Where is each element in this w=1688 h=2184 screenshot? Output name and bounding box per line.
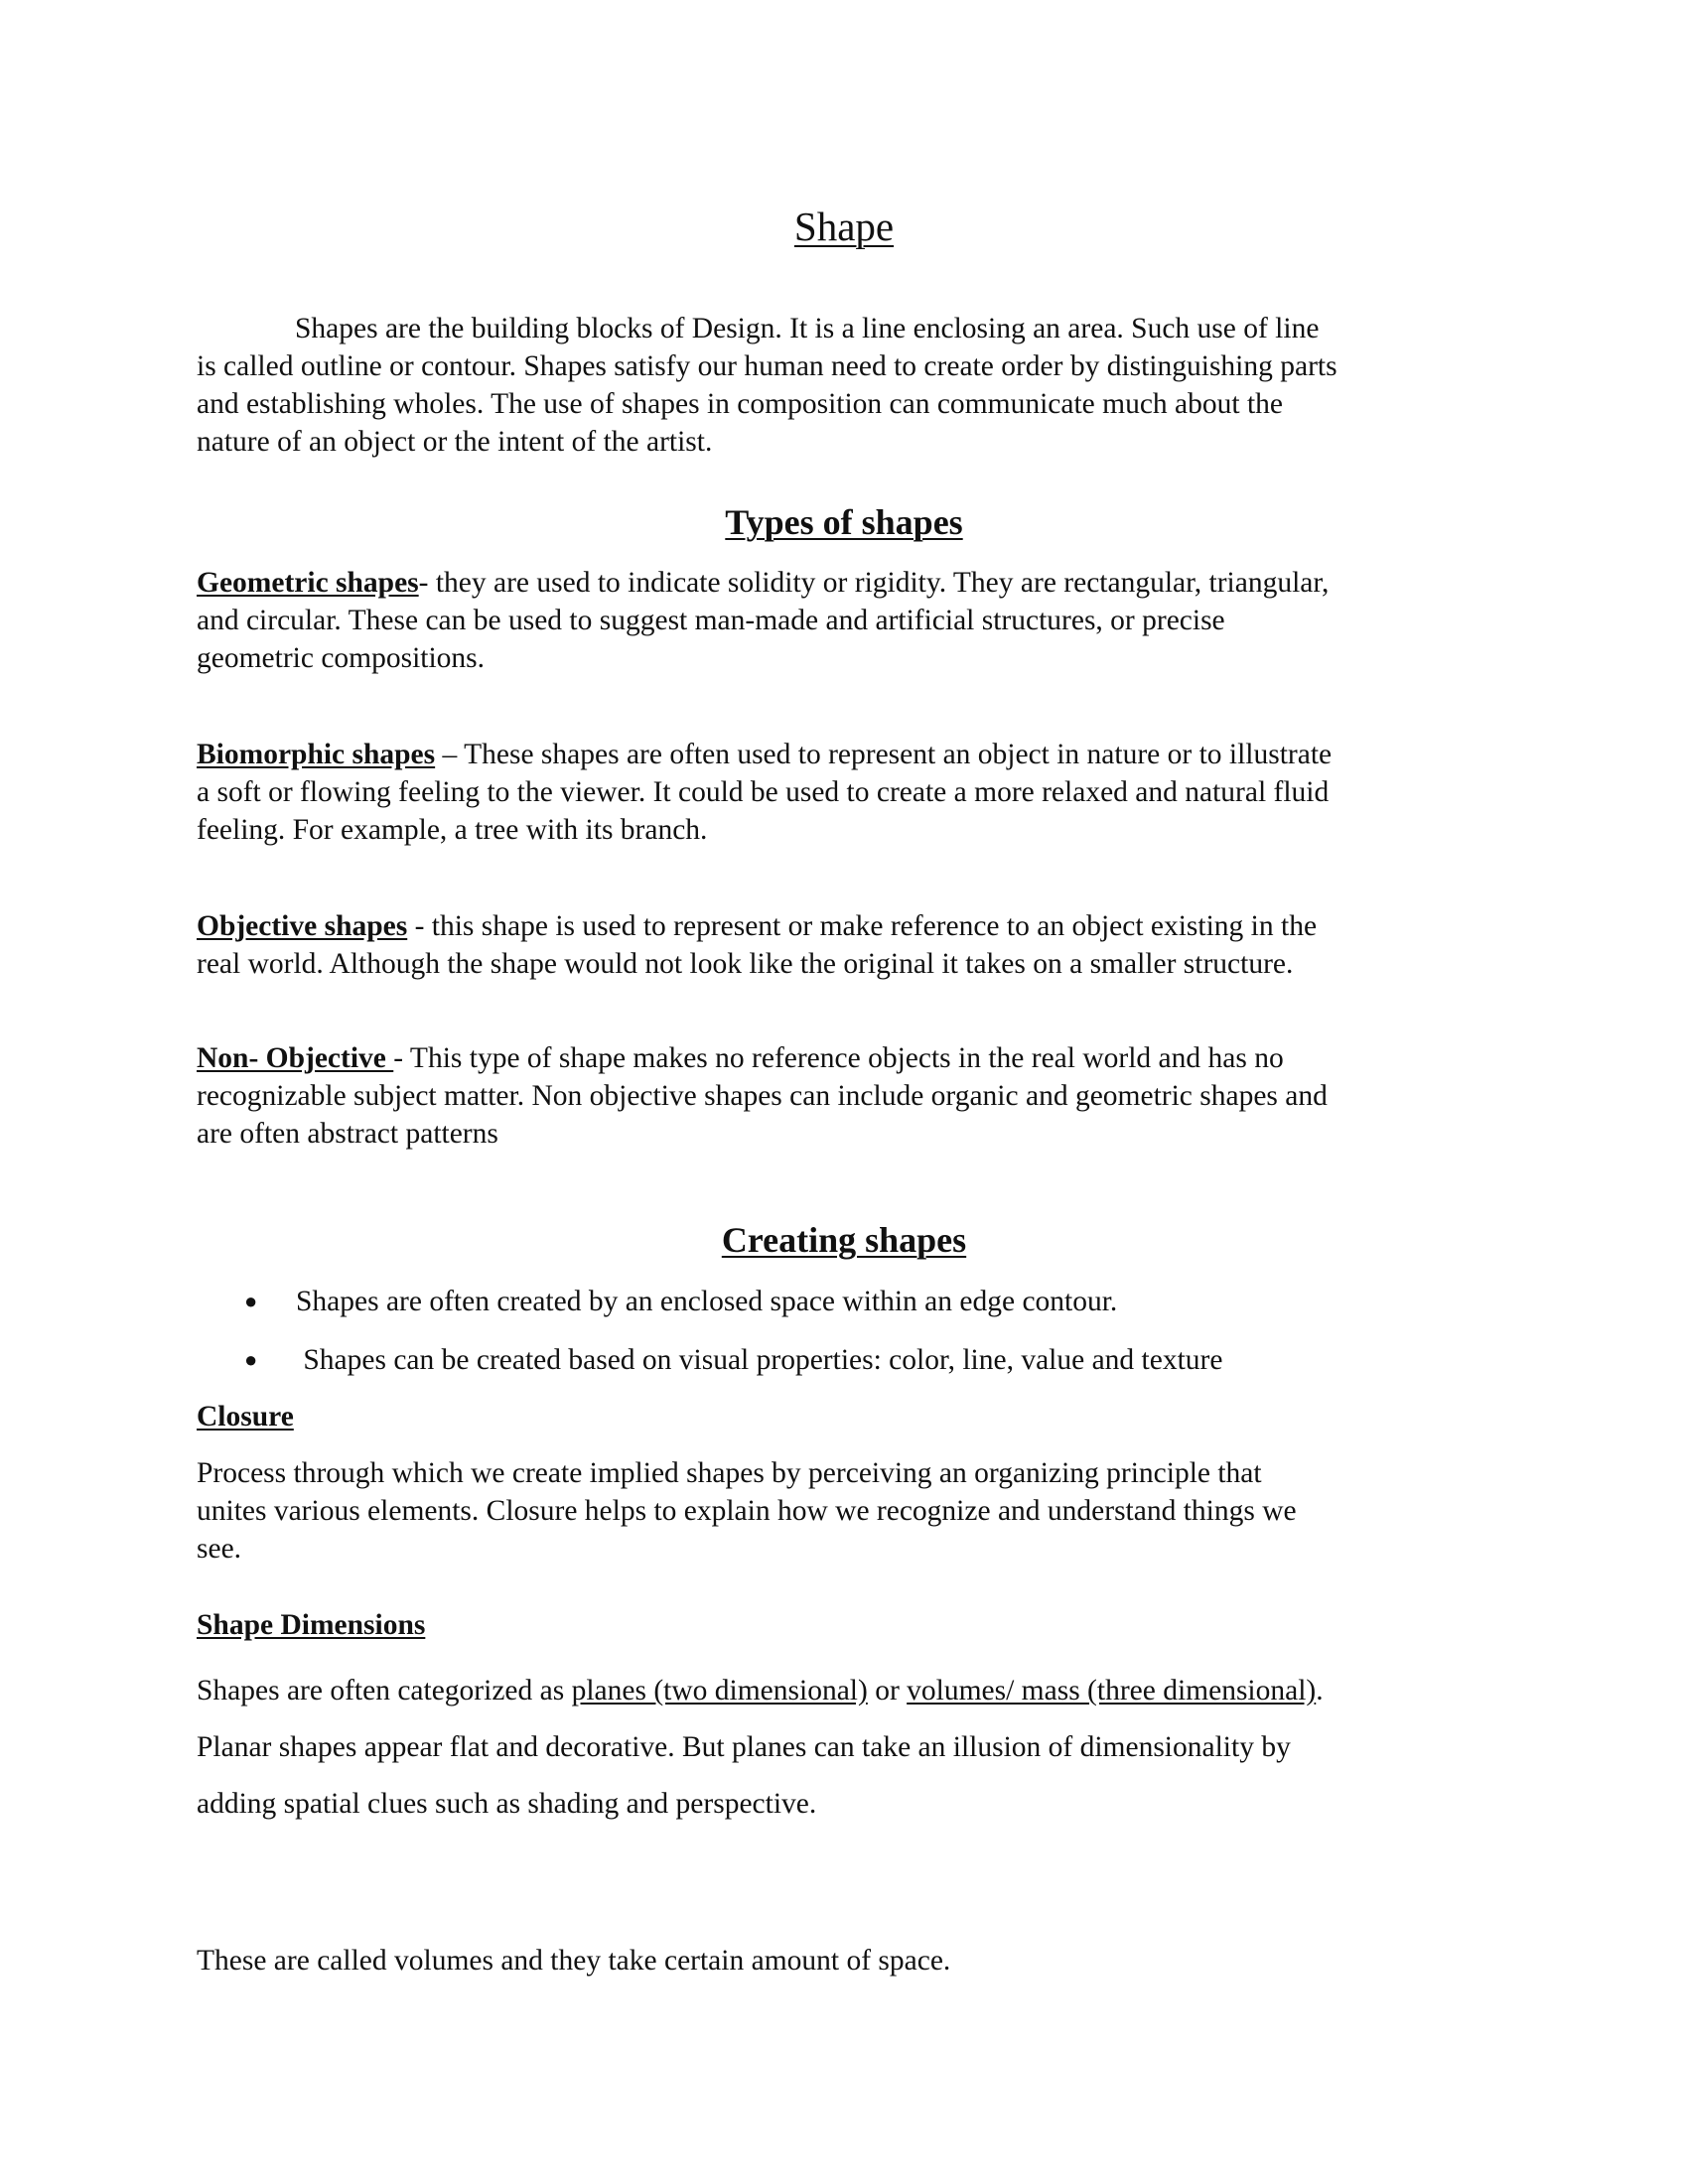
geometric-line: and circular. These can be used to suggest man-made and artificial structures, or precise [197,605,1225,636]
biomorphic-line: feeling. For example, a tree with its branch. [197,814,708,846]
objective-line: - this shape is used to represent or make reference to an object existing in the [407,910,1318,942]
bullet-icon: ● [244,1289,258,1313]
intro-line: and establishing wholes. The use of shapes in composition can communicate much about the [197,388,1283,420]
objective-paragraph [197,907,1507,983]
closure-heading-block [197,1398,1507,1435]
planes-term: planes (two dimensional) [571,1675,868,1706]
nonobjective-line: are often abstract patterns [197,1118,498,1150]
objective-term: Objective shapes [197,910,408,942]
closure-heading: Closure [197,1401,294,1433]
dimensions-paragraph [197,1663,1507,1833]
intro-line: is called outline or contour. Shapes satisfy our human need to create order by distinguishing parts [197,350,1337,382]
closure-line: see. [197,1533,242,1565]
dimensions-line: Planar shapes appear flat and decorative. But planes can take an illusion of dimensionality by [197,1731,1291,1763]
closure-paragraph [197,1454,1507,1568]
creating-heading: Creating shapes [721,1220,967,1260]
nonobjective-term: Non- Objective [197,1042,394,1074]
intro-line: nature of an object or the intent of the artist. [197,426,713,458]
geometric-term: Geometric shapes [197,567,419,599]
volumes-term: volumes/ mass (three dimensional) [907,1675,1317,1706]
bullet-icon: ● [244,1347,258,1372]
bullet-text: Shapes can be created based on visual properties: color, line, value and texture [296,1344,1223,1376]
nonobjective-line: recognizable subject matter. Non objective shapes can include organic and geometric shapes and [197,1080,1328,1112]
dimensions-period: . [1316,1675,1324,1706]
biomorphic-line: – These shapes are often used to represent an object in nature or to illustrate [435,739,1333,770]
dimensions-line: adding spatial clues such as shading and perspective. [197,1788,817,1820]
closing-line: These are called volumes and they take certain amount of space. [197,1945,951,1977]
nonobjective-paragraph [197,1039,1507,1153]
bullet-item [244,1283,1117,1320]
intro-line: Shapes are the building blocks of Design. It is a line enclosing an area. Such use of line [295,313,1320,344]
biomorphic-paragraph [197,736,1507,849]
objective-line: real world. Although the shape would not look like the original it takes on a smaller structure. [197,948,1294,980]
bullet-item [244,1341,1222,1379]
closing-paragraph [197,1942,1507,1979]
types-heading: Types of shapes [725,502,963,542]
closure-line: unites various elements. Closure helps to explain how we recognize and understand things we [197,1495,1297,1527]
geometric-paragraph [197,564,1507,677]
dimensions-heading-block [197,1606,1507,1644]
intro-paragraph [197,310,1507,461]
dimensions-heading: Shape Dimensions [197,1609,426,1641]
bullet-text: Shapes are often created by an enclosed space within an edge contour. [296,1286,1118,1317]
page-title: Shape [793,204,895,249]
nonobjective-line: - This type of shape makes no reference objects in the real world and has no [393,1042,1284,1074]
biomorphic-line: a soft or flowing feeling to the viewer. It could be used to create a more relaxed and natural fluid [197,776,1330,808]
dimensions-or: or [867,1675,908,1706]
geometric-line: geometric compositions. [197,642,486,674]
closure-line: Process through which we create implied shapes by perceiving an organizing principle that [197,1457,1262,1489]
dimensions-prefix: Shapes are often categorized as [197,1675,572,1706]
geometric-line: - they are used to indicate solidity or rigidity. They are rectangular, triangular, [418,567,1330,599]
biomorphic-term: Biomorphic shapes [197,739,436,770]
